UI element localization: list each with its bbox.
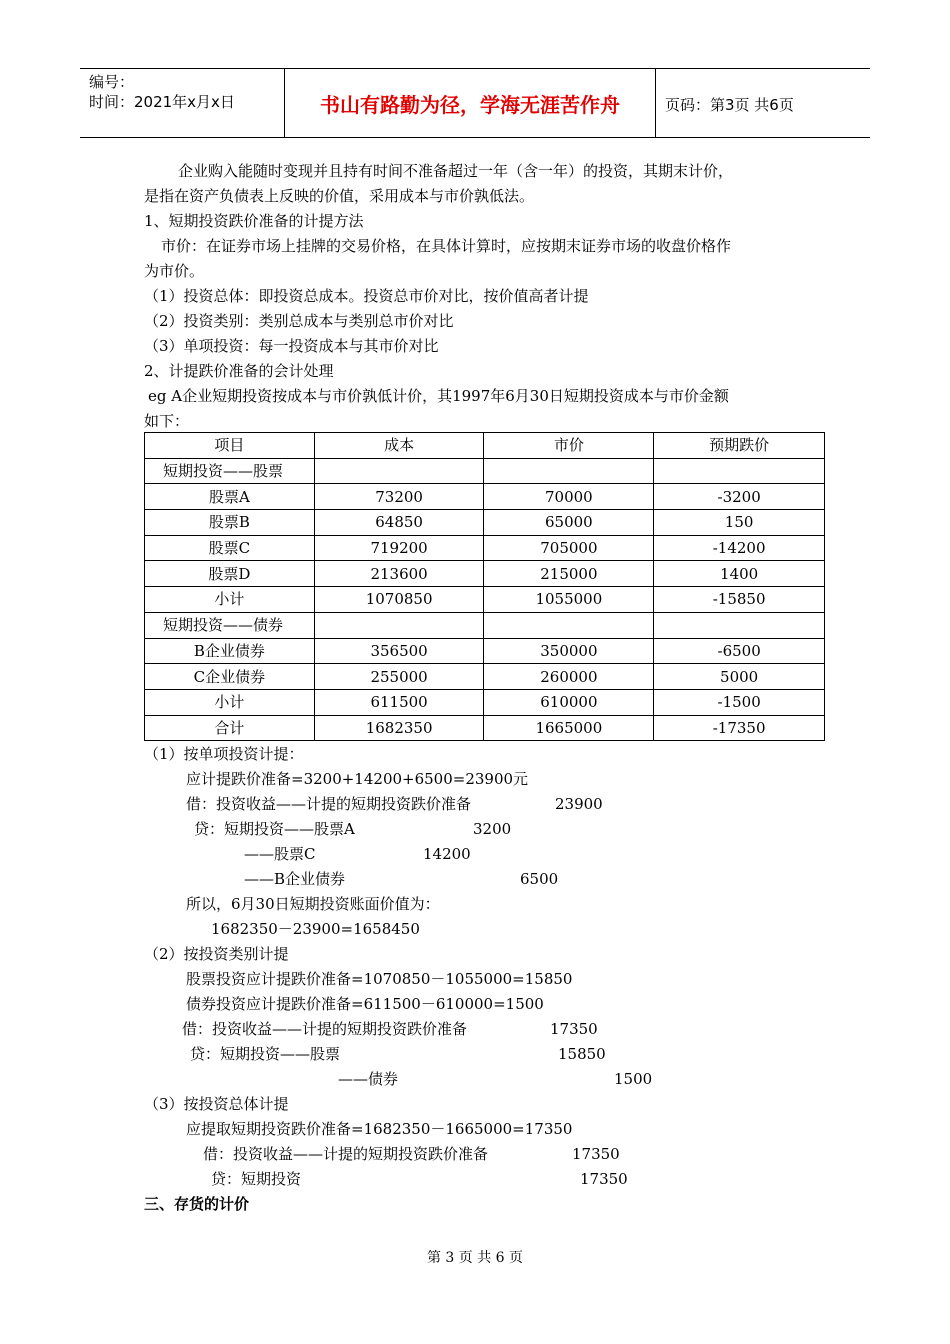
table-cell: 股票D: [145, 561, 315, 587]
table-header-cell: 预期跌价: [654, 433, 825, 459]
table-cell: -6500: [654, 638, 825, 664]
heading-1: 1、短期投资跌价准备的计提方法: [144, 212, 364, 230]
time-label: 时间：2021年x月x日: [89, 93, 235, 111]
example-line: eg A企业短期投资按成本与市价孰低计价，其1997年6月30日短期投资成本与市价金额: [148, 387, 729, 405]
table-cell: 65000: [484, 510, 654, 536]
table-cell: 356500: [314, 638, 484, 664]
table-cell: 股票A: [145, 484, 315, 510]
method-title: （2）按投资类别计提: [144, 945, 289, 963]
table-cell: 255000: [314, 664, 484, 690]
table-cell: 1055000: [484, 587, 654, 613]
table-row: [145, 587, 825, 613]
table-row: [145, 510, 825, 536]
table-cell: 股票B: [145, 510, 315, 536]
journal-credit-sub: ——股票C: [244, 845, 316, 863]
table-cell: 150: [654, 510, 825, 536]
example-line: 如下：: [144, 412, 190, 430]
table-row: [145, 715, 825, 741]
journal-credit: 贷：短期投资: [211, 1170, 302, 1188]
table-cell: 小计: [145, 587, 315, 613]
journal-credit-sub: ——B企业债券: [244, 870, 346, 888]
table-header-cell: 项目: [145, 433, 315, 459]
journal-amount: 14200: [423, 845, 471, 863]
journal-debit: 借：投资收益——计提的短期投资跌价准备: [186, 795, 472, 813]
table-cell: 215000: [484, 561, 654, 587]
table-cell: 213600: [314, 561, 484, 587]
table-row: [145, 638, 825, 664]
table-cell: 1682350: [314, 715, 484, 741]
table-row: [145, 561, 825, 587]
journal-debit: 借：投资收益——计提的短期投资跌价准备: [182, 1020, 468, 1038]
journal-credit-sub: ——债券: [338, 1070, 399, 1088]
table-cell: -15850: [654, 587, 825, 613]
method-item: （2）投资类别：类别总成本与类别总市价对比: [144, 312, 454, 330]
intro-line: 企业购入能随时变现并且持有时间不准备超过一年（含一年）的投资，其期末计价，: [178, 162, 734, 180]
journal-amount: 17350: [580, 1170, 628, 1188]
journal-credit: 贷：短期投资——股票: [190, 1045, 341, 1063]
intro-line: 是指在资产负债表上反映的价值，采用成本与市价孰低法。: [144, 187, 535, 205]
table-row: [145, 484, 825, 510]
table-cell: -17350: [654, 715, 825, 741]
table-cell: 350000: [484, 638, 654, 664]
method-title: （1）按单项投资计提：: [144, 745, 304, 763]
page-footer: 第 3 页 共 6 页: [426, 1250, 524, 1266]
calc-line: 应计提跌价准备=3200+14200+6500=23900元: [186, 770, 529, 788]
page-header: [80, 68, 870, 138]
table-cell: 1070850: [314, 587, 484, 613]
calc-line: 债券投资应计提跌价准备=611500－610000=1500: [186, 995, 544, 1013]
journal-amount: 17350: [572, 1145, 620, 1163]
number-label: 编号：: [89, 73, 135, 91]
table-row: [145, 689, 825, 715]
table-cell: 股票C: [145, 535, 315, 561]
table-cell: -3200: [654, 484, 825, 510]
market-line: 为市价。: [144, 262, 205, 280]
table-group-row: [145, 612, 825, 638]
table-cell: 5000: [654, 664, 825, 690]
table-cell: 1400: [654, 561, 825, 587]
market-line: 市价：在证券市场上挂牌的交易价格，在具体计算时，应按期末证券市场的收盘价格作: [161, 237, 732, 255]
table-header-cell: 市价: [484, 433, 654, 459]
journal-amount: 6500: [520, 870, 559, 888]
table-cell: -1500: [654, 689, 825, 715]
summary-calc: 1682350－23900=1658450: [211, 920, 420, 938]
table-cell: 719200: [314, 535, 484, 561]
header-motto: 书山有路勤为径，学海无涯苦作舟: [285, 69, 656, 137]
calc-line: 应提取短期投资跌价准备=1682350－1665000=17350: [186, 1120, 573, 1138]
journal-amount: 23900: [555, 795, 603, 813]
table-cell: 260000: [484, 664, 654, 690]
table-cell: 合计: [145, 715, 315, 741]
journal-amount: 17350: [550, 1020, 598, 1038]
heading-2: 2、计提跌价准备的会计处理: [144, 362, 334, 380]
table-cell: 70000: [484, 484, 654, 510]
table-cell: 73200: [314, 484, 484, 510]
header-info-cell: [80, 69, 285, 137]
table-cell: 705000: [484, 535, 654, 561]
calc-line: 股票投资应计提跌价准备=1070850－1055000=15850: [186, 970, 573, 988]
table-cell: -14200: [654, 535, 825, 561]
table-cell: 1665000: [484, 715, 654, 741]
table-cell: 610000: [484, 689, 654, 715]
table-row: [145, 535, 825, 561]
table-header-row: [145, 433, 825, 459]
group-label: 短期投资——股票: [145, 458, 315, 484]
method-item: （1）投资总体：即投资总成本。投资总市价对比，按价值高者计提: [144, 287, 589, 305]
group-label: 短期投资——债券: [145, 612, 315, 638]
table-header-cell: 成本: [314, 433, 484, 459]
table-cell: 64850: [314, 510, 484, 536]
method-item: （3）单项投资：每一投资成本与其市价对比: [144, 337, 439, 355]
summary-line: 所以，6月30日短期投资账面价值为：: [186, 895, 440, 913]
journal-amount: 3200: [473, 820, 512, 838]
journal-debit: 借：投资收益——计提的短期投资跌价准备: [203, 1145, 489, 1163]
investment-table: [144, 432, 825, 741]
section-heading: 三、存货的计价: [144, 1195, 250, 1213]
table-cell: 小计: [145, 689, 315, 715]
journal-amount: 1500: [614, 1070, 653, 1088]
table-cell: B企业债券: [145, 638, 315, 664]
table-row: [145, 664, 825, 690]
table-cell: C企业债券: [145, 664, 315, 690]
table-cell: 611500: [314, 689, 484, 715]
journal-credit: 贷：短期投资——股票A: [194, 820, 355, 838]
journal-amount: 15850: [558, 1045, 606, 1063]
method-title: （3）按投资总体计提: [144, 1095, 289, 1113]
table-group-row: [145, 458, 825, 484]
header-page-code: 页码：第3页 共6页: [665, 96, 794, 114]
